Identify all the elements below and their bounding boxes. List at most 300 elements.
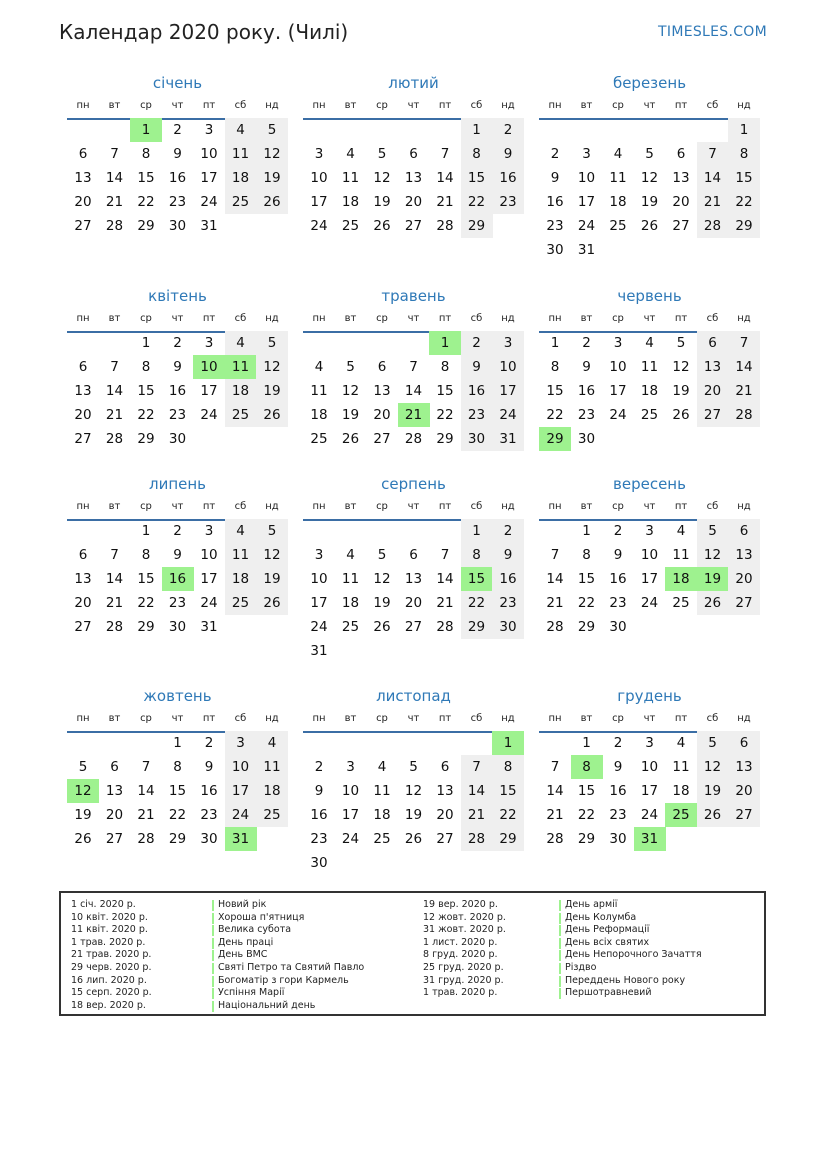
day-cell[interactable]: 14: [404, 383, 423, 399]
day-cell[interactable]: 13: [672, 170, 690, 186]
day-cell[interactable]: 17: [310, 595, 328, 611]
day-cell[interactable]: 28: [461, 827, 493, 851]
day-cell[interactable]: 23: [310, 831, 328, 847]
day-cell[interactable]: 15: [137, 571, 155, 587]
day-cell[interactable]: 13: [728, 755, 760, 779]
day-cell[interactable]: 13: [105, 783, 124, 799]
day-cell[interactable]: 5: [377, 146, 387, 162]
day-cell[interactable]: 29: [168, 831, 187, 847]
day-cell[interactable]: 25: [225, 591, 257, 615]
day-cell[interactable]: 26: [404, 831, 423, 847]
day-cell[interactable]: 24: [577, 218, 596, 234]
day-cell[interactable]: 5: [256, 118, 288, 142]
day-cell[interactable]: 30: [492, 615, 524, 639]
day-cell[interactable]: 7: [550, 759, 560, 775]
day-cell[interactable]: 2: [204, 735, 214, 751]
day-cell[interactable]: 21: [105, 595, 124, 611]
holiday-day-cell[interactable]: 11: [225, 355, 257, 379]
day-cell[interactable]: 5: [377, 547, 387, 563]
day-cell[interactable]: 10: [577, 170, 596, 186]
day-cell[interactable]: 29: [461, 615, 493, 639]
day-cell[interactable]: 20: [728, 779, 760, 803]
day-cell[interactable]: 9: [173, 547, 182, 563]
day-cell[interactable]: 29: [137, 619, 155, 635]
day-cell[interactable]: 13: [728, 543, 760, 567]
day-cell[interactable]: 26: [74, 831, 92, 847]
day-cell[interactable]: 19: [74, 807, 92, 823]
day-cell[interactable]: 24: [640, 595, 659, 611]
day-cell[interactable]: 20: [74, 194, 92, 210]
day-cell[interactable]: 7: [728, 331, 760, 355]
day-cell[interactable]: 9: [173, 359, 182, 375]
day-cell[interactable]: 13: [697, 355, 729, 379]
day-cell[interactable]: 15: [577, 783, 596, 799]
day-cell[interactable]: 20: [728, 567, 760, 591]
day-cell[interactable]: 20: [436, 807, 454, 823]
day-cell[interactable]: 15: [137, 383, 155, 399]
day-cell[interactable]: 28: [105, 619, 124, 635]
day-cell[interactable]: 5: [78, 759, 88, 775]
day-cell[interactable]: 12: [697, 755, 729, 779]
day-cell[interactable]: 15: [728, 166, 760, 190]
day-cell[interactable]: 12: [373, 170, 391, 186]
day-cell[interactable]: 10: [492, 355, 524, 379]
day-cell[interactable]: 28: [546, 619, 564, 635]
day-cell[interactable]: 21: [105, 194, 124, 210]
day-cell[interactable]: 31: [577, 242, 596, 258]
day-cell[interactable]: 7: [110, 146, 119, 162]
day-cell[interactable]: 19: [373, 194, 391, 210]
day-cell[interactable]: 11: [672, 759, 690, 775]
day-cell[interactable]: 31: [310, 643, 328, 659]
day-cell[interactable]: 10: [640, 759, 659, 775]
day-cell[interactable]: 11: [341, 170, 360, 186]
day-cell[interactable]: 19: [373, 595, 391, 611]
day-cell[interactable]: 18: [609, 194, 627, 210]
day-cell[interactable]: 16: [609, 571, 627, 587]
day-cell[interactable]: 16: [546, 194, 564, 210]
day-cell[interactable]: 18: [225, 379, 257, 403]
day-cell[interactable]: 11: [225, 543, 257, 567]
day-cell[interactable]: 28: [105, 218, 124, 234]
day-cell[interactable]: 19: [404, 807, 423, 823]
day-cell[interactable]: 23: [492, 591, 524, 615]
day-cell[interactable]: 22: [168, 807, 187, 823]
day-cell[interactable]: 15: [492, 779, 524, 803]
day-cell[interactable]: 21: [546, 595, 564, 611]
day-cell[interactable]: 10: [310, 571, 328, 587]
day-cell[interactable]: 16: [492, 567, 524, 591]
day-cell[interactable]: 19: [256, 567, 288, 591]
day-cell[interactable]: 3: [645, 523, 654, 539]
day-cell[interactable]: 22: [546, 407, 564, 423]
day-cell[interactable]: 30: [609, 619, 627, 635]
day-cell[interactable]: 23: [577, 407, 596, 423]
site-logo[interactable]: TIMESLES.COM: [658, 24, 767, 40]
day-cell[interactable]: 2: [613, 735, 623, 751]
day-cell[interactable]: 17: [492, 379, 524, 403]
day-cell[interactable]: 24: [640, 807, 659, 823]
day-cell[interactable]: 2: [582, 335, 591, 351]
day-cell[interactable]: 2: [314, 759, 324, 775]
day-cell[interactable]: 12: [640, 170, 659, 186]
day-cell[interactable]: 9: [582, 359, 591, 375]
day-cell[interactable]: 6: [728, 731, 760, 755]
day-cell[interactable]: 4: [314, 359, 324, 375]
day-cell[interactable]: 4: [676, 735, 686, 751]
day-cell[interactable]: 19: [672, 383, 690, 399]
day-cell[interactable]: 24: [492, 403, 524, 427]
day-cell[interactable]: 9: [314, 783, 324, 799]
day-cell[interactable]: 6: [697, 331, 729, 355]
day-cell[interactable]: 22: [137, 595, 155, 611]
day-cell[interactable]: 9: [204, 759, 214, 775]
day-cell[interactable]: 7: [550, 547, 560, 563]
day-cell[interactable]: 27: [697, 403, 729, 427]
day-cell[interactable]: 6: [676, 146, 686, 162]
day-cell[interactable]: 8: [550, 359, 560, 375]
day-cell[interactable]: 18: [373, 807, 391, 823]
day-cell[interactable]: 25: [225, 403, 257, 427]
day-cell[interactable]: 25: [672, 595, 690, 611]
day-cell[interactable]: 5: [256, 519, 288, 543]
day-cell[interactable]: 11: [640, 359, 659, 375]
day-cell[interactable]: 23: [546, 218, 564, 234]
day-cell[interactable]: 27: [436, 831, 454, 847]
day-cell[interactable]: 21: [137, 807, 155, 823]
day-cell[interactable]: 26: [341, 431, 360, 447]
day-cell[interactable]: 15: [137, 170, 155, 186]
day-cell[interactable]: 2: [173, 523, 182, 539]
day-cell[interactable]: 14: [105, 170, 124, 186]
day-cell[interactable]: 5: [697, 519, 729, 543]
day-cell[interactable]: 10: [640, 547, 659, 563]
day-cell[interactable]: 6: [377, 359, 387, 375]
day-cell[interactable]: 2: [173, 335, 182, 351]
day-cell[interactable]: 12: [256, 543, 288, 567]
day-cell[interactable]: 21: [546, 807, 564, 823]
holiday-day-cell[interactable]: 12: [67, 779, 99, 803]
day-cell[interactable]: 17: [200, 383, 218, 399]
day-cell[interactable]: 17: [609, 383, 627, 399]
day-cell[interactable]: 7: [141, 759, 151, 775]
day-cell[interactable]: 26: [697, 591, 729, 615]
day-cell[interactable]: 3: [582, 146, 591, 162]
day-cell[interactable]: 31: [200, 218, 218, 234]
day-cell[interactable]: 11: [373, 783, 391, 799]
day-cell[interactable]: 14: [461, 779, 493, 803]
day-cell[interactable]: 8: [141, 547, 151, 563]
day-cell[interactable]: 30: [200, 831, 218, 847]
day-cell[interactable]: 14: [546, 783, 564, 799]
day-cell[interactable]: 11: [609, 170, 627, 186]
day-cell[interactable]: 4: [225, 519, 257, 543]
day-cell[interactable]: 4: [676, 523, 686, 539]
day-cell[interactable]: 24: [225, 803, 257, 827]
day-cell[interactable]: 1: [141, 523, 151, 539]
holiday-day-cell[interactable]: 31: [225, 827, 257, 851]
day-cell[interactable]: 25: [256, 803, 288, 827]
day-cell[interactable]: 20: [74, 595, 92, 611]
day-cell[interactable]: 5: [697, 731, 729, 755]
day-cell[interactable]: 3: [204, 523, 214, 539]
day-cell[interactable]: 4: [225, 331, 257, 355]
day-cell[interactable]: 24: [200, 595, 218, 611]
day-cell[interactable]: 4: [346, 146, 355, 162]
day-cell[interactable]: 9: [461, 355, 493, 379]
day-cell[interactable]: 25: [310, 431, 328, 447]
day-cell[interactable]: 6: [78, 359, 88, 375]
day-cell[interactable]: 6: [78, 146, 88, 162]
holiday-day-cell[interactable]: 1: [492, 731, 524, 755]
holiday-day-cell[interactable]: 31: [634, 827, 666, 851]
day-cell[interactable]: 26: [256, 591, 288, 615]
day-cell[interactable]: 28: [546, 831, 564, 847]
day-cell[interactable]: 20: [373, 407, 391, 423]
day-cell[interactable]: 23: [200, 807, 218, 823]
day-cell[interactable]: 13: [436, 783, 454, 799]
day-cell[interactable]: 23: [168, 595, 187, 611]
day-cell[interactable]: 27: [728, 591, 760, 615]
day-cell[interactable]: 30: [168, 431, 187, 447]
day-cell[interactable]: 30: [609, 831, 627, 847]
day-cell[interactable]: 30: [168, 218, 187, 234]
day-cell[interactable]: 17: [341, 807, 360, 823]
day-cell[interactable]: 27: [373, 431, 391, 447]
day-cell[interactable]: 24: [310, 619, 328, 635]
day-cell[interactable]: 6: [409, 146, 418, 162]
day-cell[interactable]: 14: [436, 571, 454, 587]
day-cell[interactable]: 19: [256, 379, 288, 403]
day-cell[interactable]: 8: [461, 543, 493, 567]
day-cell[interactable]: 9: [550, 170, 560, 186]
day-cell[interactable]: 8: [582, 547, 591, 563]
day-cell[interactable]: 15: [436, 383, 454, 399]
day-cell[interactable]: 18: [256, 779, 288, 803]
day-cell[interactable]: 12: [373, 571, 391, 587]
day-cell[interactable]: 28: [436, 619, 454, 635]
day-cell[interactable]: 7: [110, 547, 119, 563]
day-cell[interactable]: 11: [672, 547, 690, 563]
day-cell[interactable]: 15: [461, 166, 493, 190]
day-cell[interactable]: 14: [546, 571, 564, 587]
day-cell[interactable]: 11: [225, 142, 257, 166]
day-cell[interactable]: 26: [640, 218, 659, 234]
day-cell[interactable]: 4: [645, 335, 654, 351]
day-cell[interactable]: 22: [492, 803, 524, 827]
day-cell[interactable]: 11: [256, 755, 288, 779]
day-cell[interactable]: 30: [168, 619, 187, 635]
day-cell[interactable]: 20: [672, 194, 690, 210]
day-cell[interactable]: 22: [461, 190, 493, 214]
day-cell[interactable]: 28: [137, 831, 155, 847]
day-cell[interactable]: 29: [492, 827, 524, 851]
day-cell[interactable]: 23: [609, 807, 627, 823]
day-cell[interactable]: 22: [137, 194, 155, 210]
holiday-day-cell[interactable]: 8: [571, 755, 603, 779]
day-cell[interactable]: 27: [74, 431, 92, 447]
day-cell[interactable]: 9: [613, 547, 623, 563]
day-cell[interactable]: 10: [341, 783, 360, 799]
day-cell[interactable]: 7: [110, 359, 119, 375]
day-cell[interactable]: 5: [676, 335, 686, 351]
day-cell[interactable]: 18: [225, 166, 257, 190]
day-cell[interactable]: 4: [346, 547, 355, 563]
day-cell[interactable]: 22: [137, 407, 155, 423]
day-cell[interactable]: 10: [200, 146, 218, 162]
day-cell[interactable]: 6: [78, 547, 88, 563]
day-cell[interactable]: 13: [404, 170, 423, 186]
day-cell[interactable]: 28: [728, 403, 760, 427]
day-cell[interactable]: 24: [200, 407, 218, 423]
day-cell[interactable]: 30: [546, 242, 564, 258]
day-cell[interactable]: 6: [728, 519, 760, 543]
day-cell[interactable]: 15: [546, 383, 564, 399]
day-cell[interactable]: 13: [404, 571, 423, 587]
day-cell[interactable]: 28: [404, 431, 423, 447]
day-cell[interactable]: 10: [225, 755, 257, 779]
day-cell[interactable]: 16: [168, 170, 187, 186]
holiday-day-cell[interactable]: 1: [130, 118, 162, 142]
day-cell[interactable]: 18: [225, 567, 257, 591]
day-cell[interactable]: 17: [640, 571, 659, 587]
day-cell[interactable]: 26: [672, 407, 690, 423]
day-cell[interactable]: 26: [373, 218, 391, 234]
day-cell[interactable]: 19: [341, 407, 360, 423]
day-cell[interactable]: 25: [640, 407, 659, 423]
day-cell[interactable]: 27: [728, 803, 760, 827]
day-cell[interactable]: 4: [613, 146, 623, 162]
day-cell[interactable]: 19: [697, 779, 729, 803]
day-cell[interactable]: 27: [74, 619, 92, 635]
day-cell[interactable]: 17: [225, 779, 257, 803]
day-cell[interactable]: 13: [373, 383, 391, 399]
holiday-day-cell[interactable]: 15: [461, 567, 493, 591]
day-cell[interactable]: 4: [256, 731, 288, 755]
day-cell[interactable]: 29: [461, 214, 493, 238]
day-cell[interactable]: 16: [168, 383, 187, 399]
day-cell[interactable]: 14: [105, 383, 124, 399]
day-cell[interactable]: 16: [577, 383, 596, 399]
day-cell[interactable]: 10: [200, 547, 218, 563]
day-cell[interactable]: 8: [440, 359, 450, 375]
day-cell[interactable]: 17: [200, 571, 218, 587]
day-cell[interactable]: 16: [492, 166, 524, 190]
day-cell[interactable]: 23: [609, 595, 627, 611]
day-cell[interactable]: 29: [436, 431, 454, 447]
day-cell[interactable]: 19: [640, 194, 659, 210]
day-cell[interactable]: 14: [105, 571, 124, 587]
day-cell[interactable]: 8: [173, 759, 182, 775]
day-cell[interactable]: 17: [200, 170, 218, 186]
day-cell[interactable]: 11: [310, 383, 328, 399]
day-cell[interactable]: 23: [168, 194, 187, 210]
day-cell[interactable]: 1: [582, 735, 591, 751]
day-cell[interactable]: 26: [256, 190, 288, 214]
day-cell[interactable]: 18: [672, 783, 690, 799]
day-cell[interactable]: 22: [728, 190, 760, 214]
day-cell[interactable]: 1: [141, 335, 151, 351]
day-cell[interactable]: 6: [440, 759, 450, 775]
day-cell[interactable]: 3: [314, 547, 324, 563]
day-cell[interactable]: 12: [672, 359, 690, 375]
day-cell[interactable]: 12: [256, 355, 288, 379]
day-cell[interactable]: 8: [141, 146, 151, 162]
day-cell[interactable]: 24: [609, 407, 627, 423]
day-cell[interactable]: 15: [168, 783, 187, 799]
day-cell[interactable]: 5: [645, 146, 654, 162]
day-cell[interactable]: 27: [672, 218, 690, 234]
day-cell[interactable]: 15: [577, 571, 596, 587]
day-cell[interactable]: 3: [225, 731, 257, 755]
day-cell[interactable]: 21: [436, 194, 454, 210]
day-cell[interactable]: 18: [341, 595, 360, 611]
day-cell[interactable]: 18: [310, 407, 328, 423]
day-cell[interactable]: 1: [582, 523, 591, 539]
day-cell[interactable]: 14: [436, 170, 454, 186]
day-cell[interactable]: 1: [550, 335, 560, 351]
day-cell[interactable]: 29: [137, 218, 155, 234]
day-cell[interactable]: 13: [74, 571, 92, 587]
day-cell[interactable]: 25: [341, 218, 360, 234]
day-cell[interactable]: 4: [377, 759, 387, 775]
day-cell[interactable]: 23: [492, 190, 524, 214]
holiday-day-cell[interactable]: 19: [697, 567, 729, 591]
day-cell[interactable]: 23: [168, 407, 187, 423]
day-cell[interactable]: 29: [577, 619, 596, 635]
day-cell[interactable]: 23: [461, 403, 493, 427]
day-cell[interactable]: 2: [492, 519, 524, 543]
day-cell[interactable]: 26: [373, 619, 391, 635]
holiday-day-cell[interactable]: 10: [193, 355, 225, 379]
day-cell[interactable]: 1: [461, 519, 493, 543]
day-cell[interactable]: 16: [310, 807, 328, 823]
day-cell[interactable]: 31: [200, 619, 218, 635]
day-cell[interactable]: 29: [137, 431, 155, 447]
day-cell[interactable]: 10: [609, 359, 627, 375]
day-cell[interactable]: 17: [640, 783, 659, 799]
day-cell[interactable]: 5: [409, 759, 418, 775]
day-cell[interactable]: 7: [697, 142, 729, 166]
day-cell[interactable]: 3: [645, 735, 654, 751]
holiday-day-cell[interactable]: 29: [539, 427, 571, 451]
day-cell[interactable]: 27: [404, 218, 423, 234]
day-cell[interactable]: 8: [492, 755, 524, 779]
day-cell[interactable]: 31: [492, 427, 524, 451]
day-cell[interactable]: 22: [461, 591, 493, 615]
day-cell[interactable]: 13: [74, 383, 92, 399]
day-cell[interactable]: 3: [204, 122, 214, 138]
day-cell[interactable]: 24: [200, 194, 218, 210]
day-cell[interactable]: 7: [440, 146, 450, 162]
holiday-day-cell[interactable]: 1: [429, 331, 461, 355]
day-cell[interactable]: 29: [577, 831, 596, 847]
day-cell[interactable]: 10: [310, 170, 328, 186]
day-cell[interactable]: 18: [640, 383, 659, 399]
day-cell[interactable]: 1: [173, 735, 182, 751]
day-cell[interactable]: 16: [609, 783, 627, 799]
day-cell[interactable]: 26: [697, 803, 729, 827]
day-cell[interactable]: 27: [404, 619, 423, 635]
day-cell[interactable]: 3: [204, 335, 214, 351]
day-cell[interactable]: 3: [613, 335, 623, 351]
day-cell[interactable]: 19: [256, 166, 288, 190]
day-cell[interactable]: 14: [697, 166, 729, 190]
day-cell[interactable]: 4: [225, 118, 257, 142]
day-cell[interactable]: 3: [314, 146, 324, 162]
day-cell[interactable]: 8: [461, 142, 493, 166]
day-cell[interactable]: 21: [728, 379, 760, 403]
